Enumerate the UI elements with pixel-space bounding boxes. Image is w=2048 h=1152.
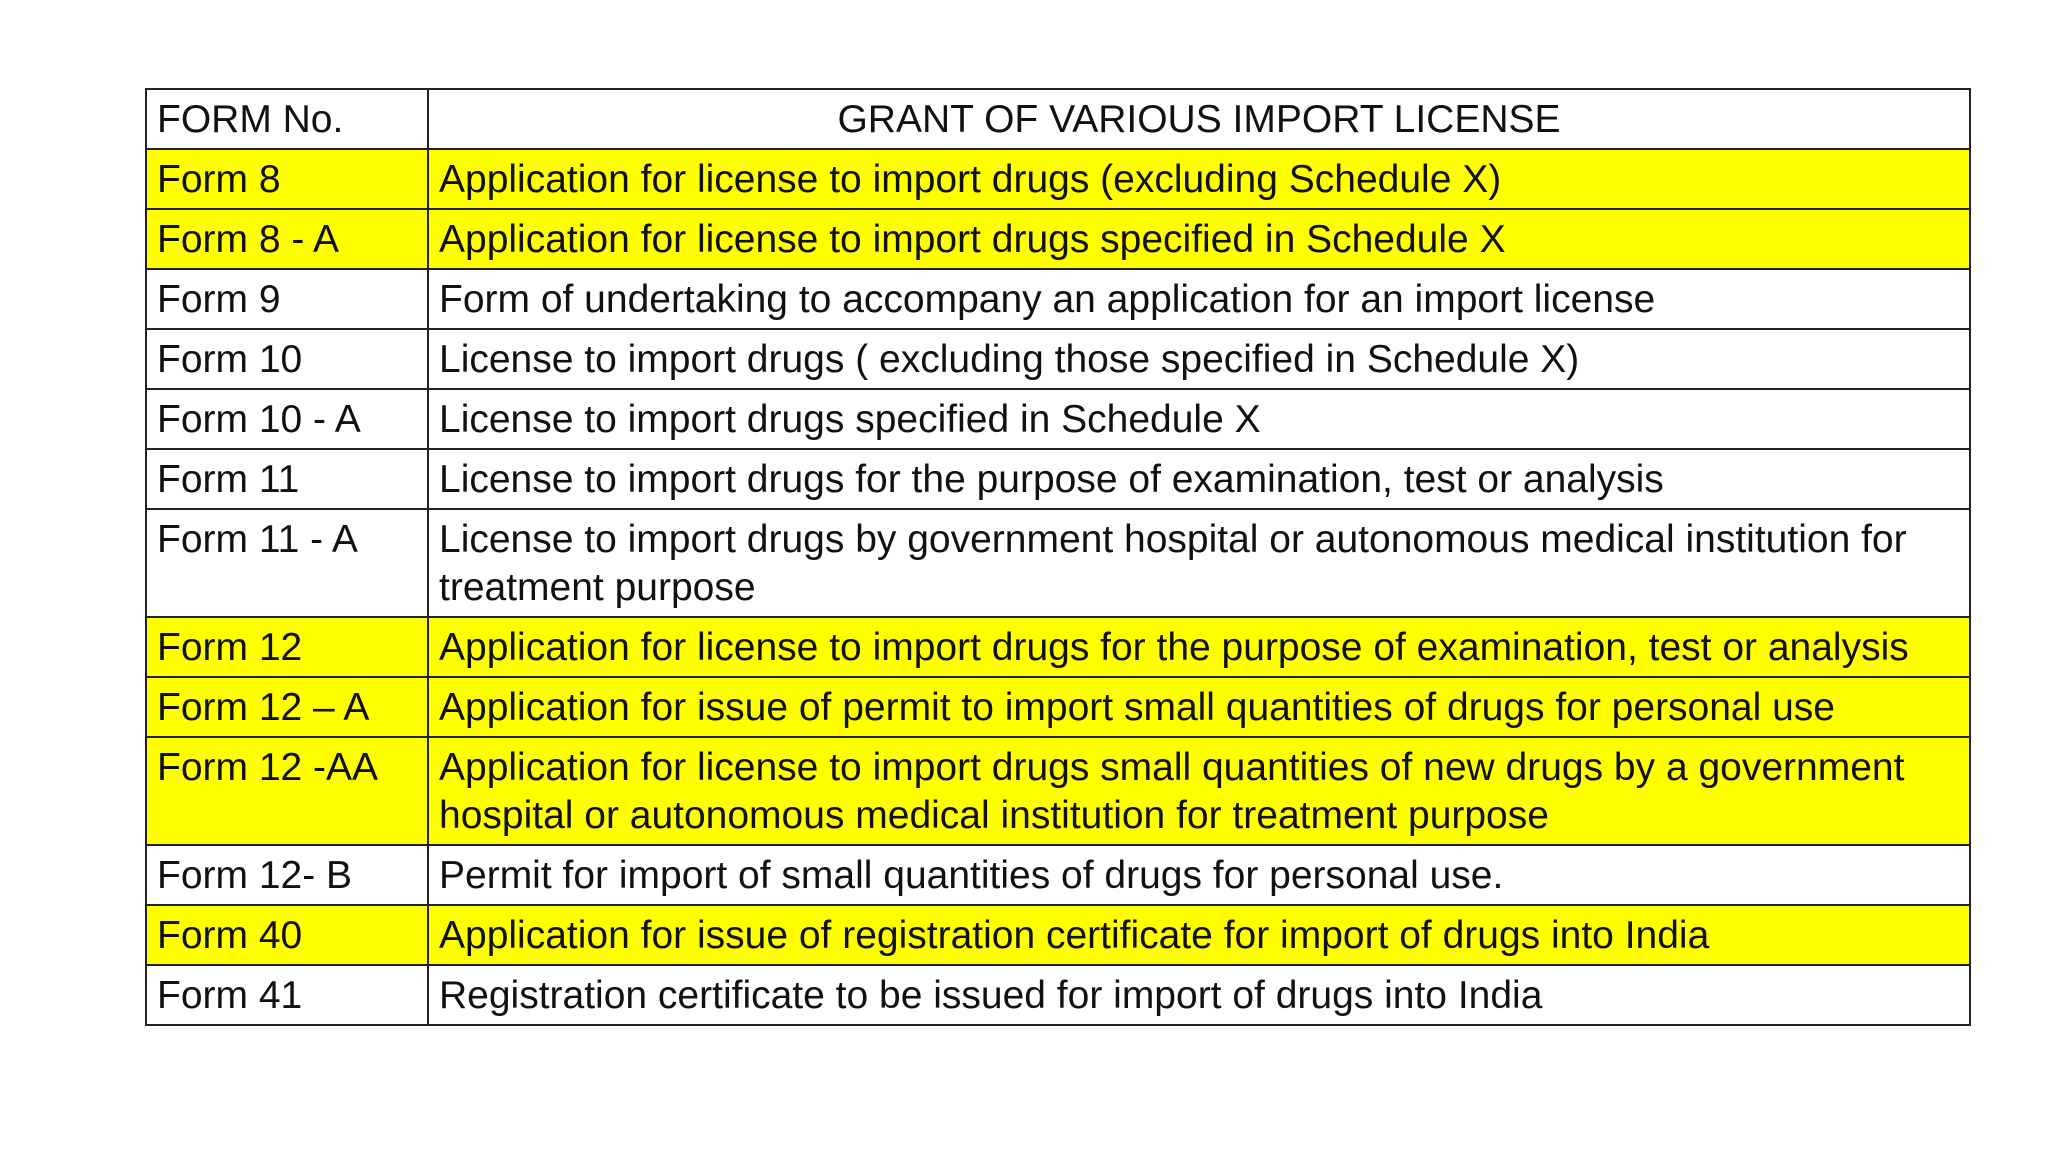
table-row (146, 965, 1970, 1025)
table-row (146, 677, 1970, 737)
form-number-cell: Form 41 (146, 965, 428, 1025)
form-number-cell: Form 8 - A (146, 209, 428, 269)
table-row (146, 209, 1970, 269)
table-row (146, 269, 1970, 329)
table-row (146, 509, 1970, 617)
table-row (146, 449, 1970, 509)
form-number-cell: Form 10 (146, 329, 428, 389)
form-number-cell: Form 40 (146, 905, 428, 965)
table-row (146, 905, 1970, 965)
form-number-cell: Form 11 - A (146, 509, 428, 617)
import-license-table (145, 88, 1971, 1026)
form-description-cell: License to import drugs by government hospital or autonomous medical institution for treatment purpose (428, 509, 1970, 617)
table-row (146, 389, 1970, 449)
table-row (146, 845, 1970, 905)
form-description-cell: License to import drugs specified in Schedule X (428, 389, 1970, 449)
form-number-cell: Form 8 (146, 149, 428, 209)
form-description-cell: Application for license to import drugs specified in Schedule X (428, 209, 1970, 269)
form-number-cell: Form 12 – A (146, 677, 428, 737)
form-description-cell: Application for license to import drugs small quantities of new drugs by a government hospital or autonomous medical institution for treatment purpose (428, 737, 1970, 845)
form-number-cell: Form 10 - A (146, 389, 428, 449)
form-description-cell: Application for issue of registration certificate for import of drugs into India (428, 905, 1970, 965)
table-row (146, 617, 1970, 677)
table-row (146, 737, 1970, 845)
form-description-cell: Form of undertaking to accompany an application for an import license (428, 269, 1970, 329)
form-description-cell: Permit for import of small quantities of drugs for personal use. (428, 845, 1970, 905)
form-description-cell: Application for license to import drugs (excluding Schedule X) (428, 149, 1970, 209)
header-form-no: FORM No. (146, 89, 428, 149)
form-description-cell: License to import drugs ( excluding those specified in Schedule X) (428, 329, 1970, 389)
form-number-cell: Form 12 (146, 617, 428, 677)
form-number-cell: Form 12 -AA (146, 737, 428, 845)
form-description-cell: Application for issue of permit to import small quantities of drugs for personal use (428, 677, 1970, 737)
table-header-row (146, 89, 1970, 149)
table-row (146, 329, 1970, 389)
form-description-cell: License to import drugs for the purpose of examination, test or analysis (428, 449, 1970, 509)
form-number-cell: Form 9 (146, 269, 428, 329)
form-description-cell: Application for license to import drugs for the purpose of examination, test or analysis (428, 617, 1970, 677)
form-description-cell: Registration certificate to be issued for import of drugs into India (428, 965, 1970, 1025)
header-title: GRANT OF VARIOUS IMPORT LICENSE (428, 89, 1970, 149)
form-number-cell: Form 11 (146, 449, 428, 509)
table-row (146, 149, 1970, 209)
form-number-cell: Form 12- B (146, 845, 428, 905)
